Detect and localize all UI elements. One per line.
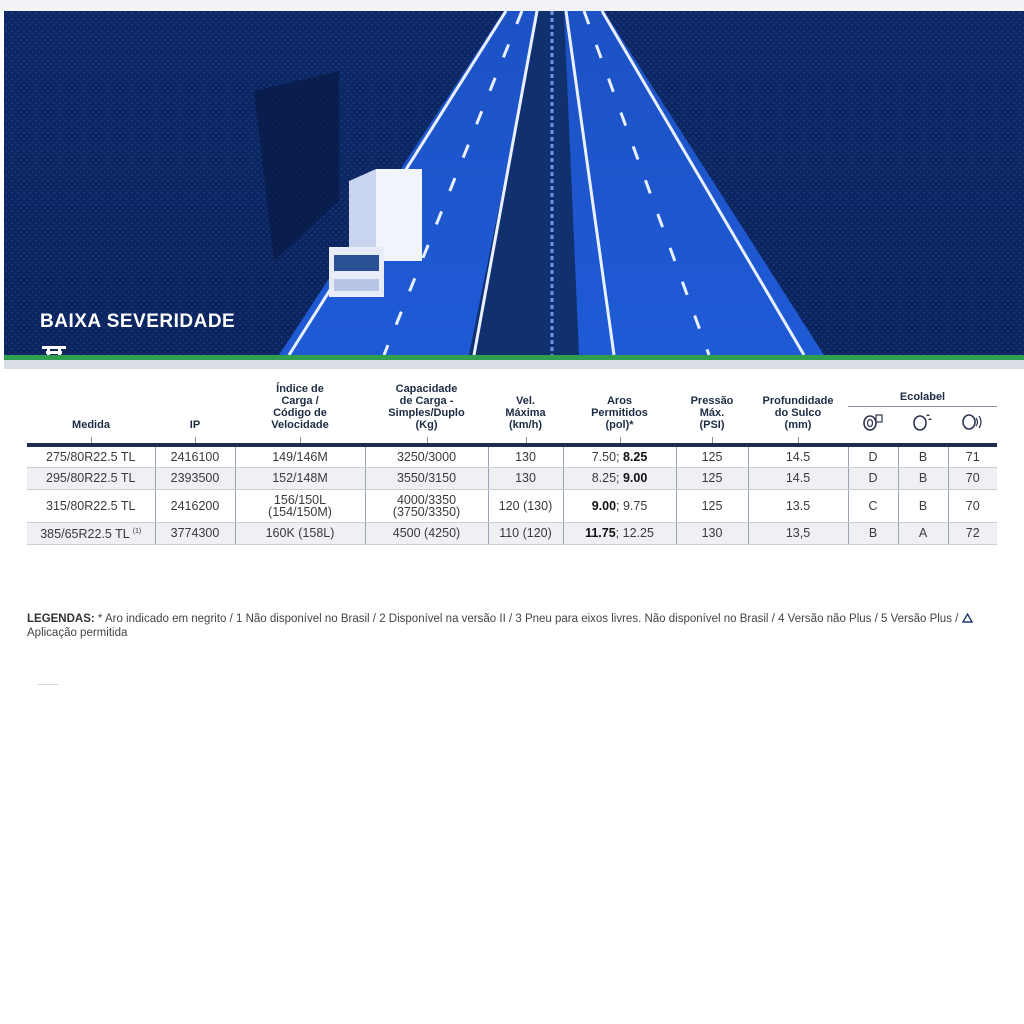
cell-eco-noise: 70 [948, 489, 997, 522]
cell-medida: 275/80R22.5 TL [27, 445, 155, 467]
header-ip: IP [155, 383, 235, 445]
cell-indice: 160K (158L) [235, 522, 365, 544]
table-row [27, 445, 997, 467]
cell-indice: 149/146M [235, 445, 365, 467]
cell-vel: 110 (120) [488, 522, 563, 544]
highway-icon [40, 342, 68, 355]
cell-ip: 3774300 [155, 522, 235, 544]
header-capacidade: Capacidade de Carga - Simples/Duplo (Kg) [365, 383, 488, 445]
noise-icon [961, 413, 983, 431]
tire-spec-table [27, 383, 997, 545]
header-aros: Aros Permitidos (pol)* [563, 383, 676, 445]
triangle-icon [962, 613, 973, 623]
hero-banner [4, 11, 1024, 355]
top-strip [0, 0, 1024, 11]
cell-pressao: 130 [676, 522, 748, 544]
cell-pressao: 125 [676, 467, 748, 489]
cell-eco-grip: B [898, 467, 948, 489]
cell-capacidade: 3550/3150 [365, 467, 488, 489]
grey-divider [4, 360, 1024, 369]
cell-eco-fuel: B [848, 522, 898, 544]
cell-vel: 130 [488, 467, 563, 489]
cell-ip: 2416100 [155, 445, 235, 467]
cell-eco-noise: 70 [948, 467, 997, 489]
cell-eco-grip: B [898, 445, 948, 467]
table-row [27, 522, 997, 544]
fuel-efficiency-icon [862, 413, 884, 431]
cell-eco-fuel: D [848, 445, 898, 467]
cell-vel: 120 (130) [488, 489, 563, 522]
cell-capacidade: 4500 (4250) [365, 522, 488, 544]
wet-grip-icon [911, 413, 933, 431]
cell-aros: 11.75; 12.25 [563, 522, 676, 544]
cell-eco-noise: 71 [948, 445, 997, 467]
cell-eco-grip: B [898, 489, 948, 522]
cell-eco-fuel: D [848, 467, 898, 489]
cell-eco-fuel: C [848, 489, 898, 522]
cell-profundidade: 14.5 [748, 467, 848, 489]
legend [27, 612, 987, 640]
cell-aros: 7.50; 8.25 [563, 445, 676, 467]
header-ecolabel [848, 383, 997, 445]
cell-medida: 315/80R22.5 TL [27, 489, 155, 522]
legend-text: * Aro indicado em negrito / 1 Não disponível no Brasil / 2 Disponível na versão II / 3 Pneu para eixos livres. Não disponível no Brasil / 4 Versão não Plus / 5 Versão Plus / [94, 613, 962, 625]
cell-aros: 8.25; 9.00 [563, 467, 676, 489]
divider-mark [38, 684, 58, 685]
legend-label: LEGENDAS: [27, 613, 95, 625]
cell-ip: 2393500 [155, 467, 235, 489]
cell-eco-noise: 72 [948, 522, 997, 544]
table-row [27, 489, 997, 522]
cell-eco-grip: A [898, 522, 948, 544]
cell-vel: 130 [488, 445, 563, 467]
cell-profundidade: 14.5 [748, 445, 848, 467]
cell-indice: 152/148M [235, 467, 365, 489]
cell-profundidade: 13.5 [748, 489, 848, 522]
highway-photo [4, 11, 1024, 355]
cell-capacidade: 3250/3000 [365, 445, 488, 467]
cell-capacidade: 4000/3350 (3750/3350) [365, 489, 488, 522]
cell-pressao: 125 [676, 445, 748, 467]
header-pressao: Pressão Máx. (PSI) [676, 383, 748, 445]
cell-indice: 156/150L (154/150M) [235, 489, 365, 522]
header-profundidade: Profundidade do Sulco (mm) [748, 383, 848, 445]
header-vel: Vel. Máxima (km/h) [488, 383, 563, 445]
cell-medida: 295/80R22.5 TL [27, 467, 155, 489]
table-row [27, 467, 997, 489]
banner-title: BAIXA SEVERIDADE [40, 311, 236, 332]
cell-ip: 2416200 [155, 489, 235, 522]
ecolabel-title: Ecolabel [848, 391, 997, 407]
header-medida: Medida [27, 383, 155, 445]
cell-pressao: 125 [676, 489, 748, 522]
legend-tail: Aplicação permitida [27, 627, 128, 639]
cell-aros: 9.00; 9.75 [563, 489, 676, 522]
cell-profundidade: 13,5 [748, 522, 848, 544]
header-indice: Índice de Carga / Código de Velocidade [235, 383, 365, 445]
cell-medida: 385/65R22.5 TL $^{(1)}$ [27, 522, 155, 544]
